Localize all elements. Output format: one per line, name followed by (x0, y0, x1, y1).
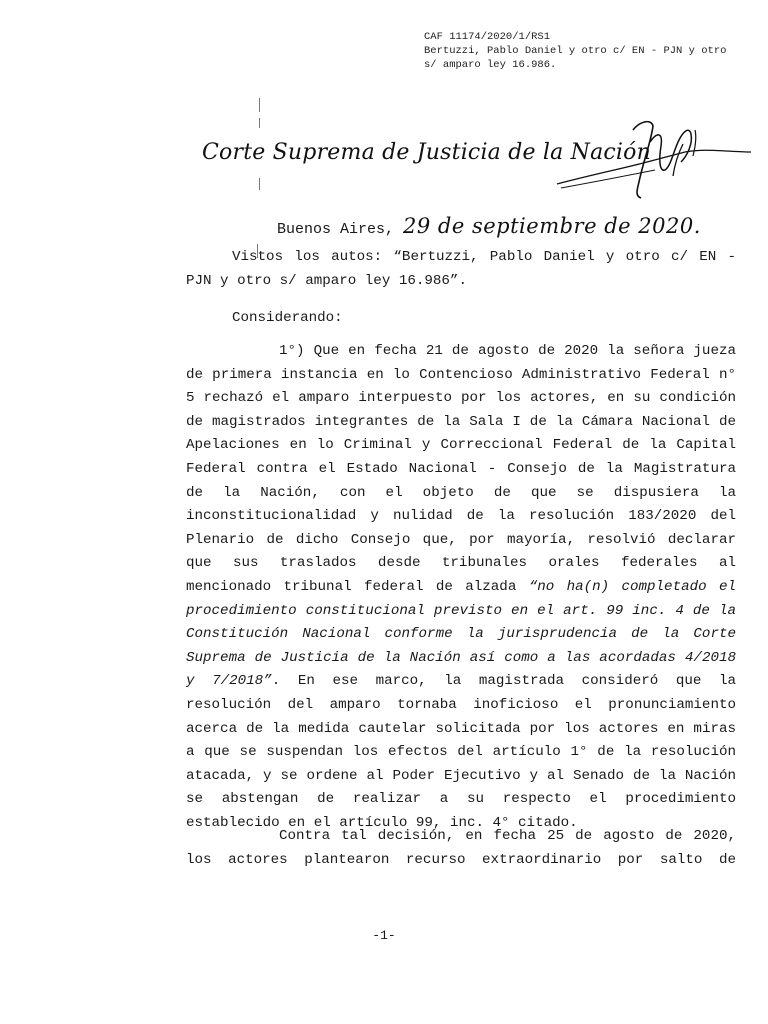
considerando-heading-block (186, 307, 736, 331)
date-place: Buenos Aires, (277, 221, 404, 238)
considerando-paragraph-2 (186, 825, 736, 872)
case-reference-header (424, 30, 744, 72)
paragraph-1-quote: “no ha(n) completado el procedimiento constitucional previsto en el art. 99 inc. 4 de la Constitución Nacional conforme la jurisprudencia de la Corte Suprema de Justicia de la Nación así como a las acordadas 4/2018 y 7/2018” (186, 578, 736, 690)
case-number: CAF 11174/2020/1/RS1 (424, 31, 551, 43)
page-number: -1- (372, 928, 396, 943)
vistos-line-1: Vistos los autos: “Bertuzzi, Pablo Daniel y otro c/ EN - (232, 249, 736, 265)
considerando-heading: Considerando: (232, 310, 343, 326)
handwritten-date: 29 de septiembre de 2020. (403, 214, 701, 238)
vistos-line-2: PJN y otro s/ amparo ley 16.986”. (186, 272, 467, 289)
paragraph-1 (186, 340, 736, 835)
handwritten-signature (555, 112, 755, 202)
margin-mark (259, 98, 260, 112)
considerando-paragraph-1 (186, 340, 736, 835)
court-letterhead-title: Corte Suprema de Justicia de la Nación (202, 140, 651, 165)
case-caption-line-1: Bertuzzi, Pablo Daniel y otro c/ EN - PJN y otro (424, 45, 727, 57)
case-caption-line-2: s/ amparo ley 16.986. (424, 59, 557, 71)
paragraph-1-text-a: 1°) Que en fecha 21 de agosto de 2020 la señora jueza de primera instancia en lo Contencioso Administrativo Federal n° 5 rechazó el amparo interpuesto por los actores, en su condición de magistrados integrantes de la Sala I de la Cámara Nacional de Apelaciones en lo Criminal y Correccional Federal de la Capital Federal contra el Estado Nacional - Consejo de la Magistratura de la Nación, con el objeto de que se dispusiera la inconstitucionalidad y nulidad de la resolución 183/2020 del Plenario de dicho Consejo que, por mayoría, resolvió declarar que sus traslados desde tribunales orales federales al mencionado tribunal federal de alzada (186, 343, 736, 595)
paragraph-1-text-b: . En ese marco, la magistrada consideró que la resolución del amparo tornaba inoficioso el pronunciamiento acerca de la medida cautelar solicitada por los actores en miras a que se suspendan los efectos del artículo 1° de la resolución atacada, y se ordene al Poder Ejecutivo y al Senado de la Nación se abstengan de realizar a su respecto el procedimiento establecido en el artículo 99, inc. 4° citado. (186, 673, 737, 831)
date-line (277, 214, 701, 238)
paragraph-2: Contra tal decisión, en fecha 25 de agosto de 2020, los actores plantearon recurso extraordinario por salto de (186, 828, 736, 868)
margin-mark (259, 118, 260, 128)
vistos-paragraph (186, 246, 736, 293)
margin-mark (259, 178, 260, 190)
